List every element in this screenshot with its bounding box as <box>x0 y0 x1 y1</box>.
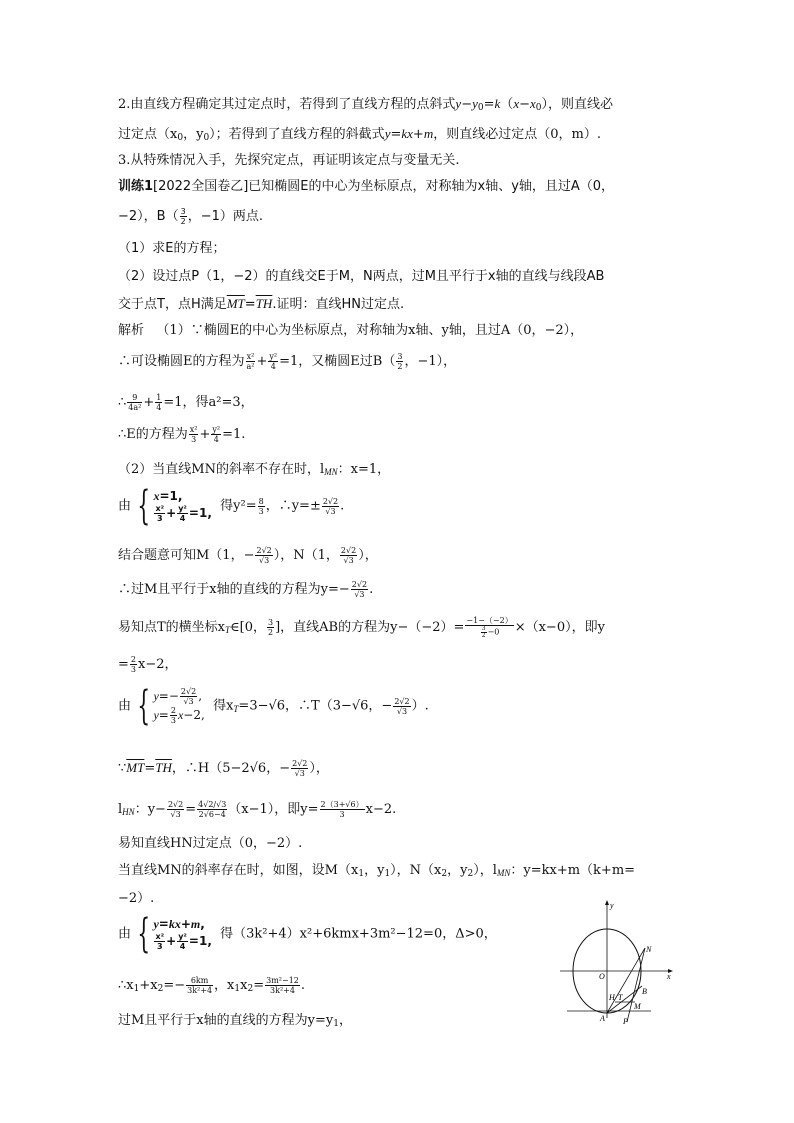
solution-line-7: 结合题意可知M（1，− $\frac{2√2}{√3}$ ），N（1， $\frac{2√2}{√3}$ ）， <box>118 546 378 565</box>
solution-line-13: $l_{HN}$：y− $\frac{2√2}{√3}$ = $\frac{4√2/√3}{2√6-4}$ （x−1），即y= $\frac{2(3+√6)}{3}$ x−2. <box>118 800 397 819</box>
exercise-question-2-line-2: 交于点T，点H满足$\overline{MT}=\overline{TH}$.证明：直线HN过定点. <box>118 296 405 312</box>
y-axis-arrow <box>605 900 609 905</box>
solution-label: 解析 <box>118 323 145 338</box>
solution-line-15: 当直线MN的斜率存在时，如图，设$M(x_1$，$y_1$），$N(x_2$，$y_2$），$l_{MN}$：y=kx+m（k+m= <box>118 863 636 879</box>
exercise-question-2-line-1: （2）设过点P（1，−2）的直线交E于M，N两点，过M且平行于x轴的直线与线段AB <box>118 269 605 284</box>
label-M: M <box>634 1002 641 1011</box>
label-T: T <box>618 993 623 1002</box>
solution-line-9: 易知点T的横坐标$x_T\in[0$， $\frac{3}{2}$ ]，直线AB的方程为y−（−2）= −1−（−2） $\frac{3}{2}$ −0 ×（x−0），即y <box>118 616 605 639</box>
label-A: A <box>600 1014 605 1023</box>
exercise-stem-line-1: 训练1[2022全国卷乙]已知椭圆E的中心为坐标原点，对称轴为x轴、y轴，且过A（0， <box>118 179 615 194</box>
solution-line-16: −2）. <box>118 891 155 906</box>
remark-2-line-2: 过定点（$x_0$，$y_0$）；若得到了直线方程的斜截式y=kx+m，则直线必过定点（0，m）. <box>118 126 601 143</box>
solution-line-12: $\because\overline{MT}=\overline{TH}$，∴H（5−2√6，− $\frac{2√2}{√3}$ ）， <box>118 759 329 778</box>
ellipse-figure <box>555 898 685 1028</box>
remark-3: 3.从特殊情况入手，先探究定点，再证明该定点与变量无关. <box>118 153 460 168</box>
solution-line-1: 解析 （1）∵椭圆E的中心为坐标原点，对称轴为x轴、y轴，且过A（0，−2）， <box>118 323 584 338</box>
solution-line-4: ∴E的方程为 $\frac{\text{x²}}{3}$ + $\frac{\text{y²}}{4}$ =1. <box>118 425 246 444</box>
label-x: x <box>667 972 671 981</box>
label-B: B <box>642 987 647 996</box>
solution-line-10: = $\frac{2}{3}$ x−2， <box>118 655 178 674</box>
label-y: y <box>610 901 614 910</box>
exercise-question-1: （1）求E的方程； <box>118 241 226 256</box>
solution-line-5: （2）当直线MN的斜率不存在时，$l_{MN}$：x=1， <box>118 462 391 477</box>
label-O: O <box>599 972 605 981</box>
solution-line-6: 由 { x=1, $\frac{\text{x²}}{3}$ + $\frac{\text{y²}}{4}$ =1, 得y²= $\frac{8}{3}$ ，∴y=± $\frac{2√2}{√3}$ . <box>118 483 345 529</box>
exercise-label: 训练1 <box>118 179 154 194</box>
solution-line-17: 由 { y=kx+m, $\frac{\text{x²}}{3}$ + $\frac{\text{y²}}{4}$ =1, 得（3k²+4）x²+6kmx+3m²−12=0，Δ>0， <box>118 911 497 957</box>
exercise-stem-line-2: −2），B（ $\frac{3}{2}$ ，−1）两点. <box>118 207 263 226</box>
solution-line-2: ∴可设椭圆E的方程为 $\frac{\text{x²}}{\text{a²}}$ + $\frac{\text{y²}}{4}$ =1，又椭圆E过B（ $\frac{3}{2}$ ，−1）， <box>118 352 457 371</box>
solution-line-3: ∴ $\frac{9}{\text{4a²}}$ + $\frac{1}{4}$ =1，得a²=3， <box>118 393 254 412</box>
label-P: P <box>623 1017 628 1026</box>
label-N: N <box>646 945 652 954</box>
solution-line-11: 由 { y=− $\frac{2√2}{√3}$ , y= $\frac{2}{3}$ x−2, 得$x_T=3-√6$，∴T（3−√6，− $\frac{2√2}{√3}$ ）. <box>118 683 429 729</box>
solution-line-18: $\therefore x_1+x_2=-$ $\frac{6km}{\text{3k²+4}}$ ，$x_1x_2=$ $\frac{\text{3m²−12}}{\text{3k²+4}}$ . <box>118 976 306 995</box>
solution-line-14: 易知直线HN过定点（0，−2）. <box>118 836 303 851</box>
remark-2-line-1: 2.由直线方程确定其过定点时，若得到了直线方程的点斜式$y-y_0=k(x-x_0)$，则直线必 <box>118 96 614 113</box>
exercise-source: [2022全国卷乙] <box>153 179 249 194</box>
solution-line-8: ∴过M且平行于x轴的直线的方程为y=− $\frac{2√2}{√3}$ . <box>118 580 374 599</box>
solution-line-19: 过M且平行于x轴的直线的方程为$y=y_1$， <box>118 1013 352 1029</box>
label-H: H <box>609 993 615 1002</box>
